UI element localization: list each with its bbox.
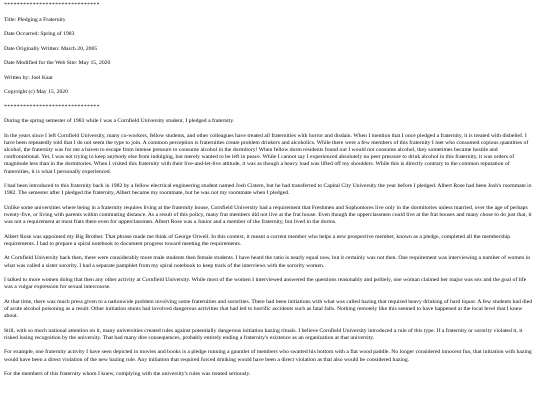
- body-paragraph: At Cornfield University back then, there were considerably more male students then female students. I have heard the ratio is nearly equal now, but it certainly was not then. One requirement was interviewing a number of women in what was called a sister sorority. I had a separate pamphlet from my spiral notebook to keep track of the interviews with the sorority women.: [4, 255, 531, 269]
- body-paragraph: I had been introduced to this fraternity back in 1982 by a fellow electrical engineering student named Josh Cistern, but he had transferred to Capital City University the year before I pledged. Albert Rose had been Josh's roommate in 1982. The semester after I pledged the fraternity, Albert became my roommate, but he was not my roommate when I pledged.: [4, 183, 532, 197]
- body-paragraph: At that time, there was much press given to a nationwide problem involving some fraternities and sororities. There had been initiations with what was called hazing that required heavy drinking of hard liquor. A few students had died of acute alcohol poisoning as a result. Other initiation stunts had involved dangerous activities that had led to horrific accidents such as fatal falls. Nothing remotely like this seemed to have happened at the local level that I knew about.: [4, 298, 533, 320]
- body-paragraph: For the members of this fraternity whom I knew, complying with the university's rules was treated seriously.: [4, 371, 251, 378]
- document-body: [4, 118, 535, 378]
- body-paragraph: In the years since I left Cornfield University, many co-workers, fellow students, and other colleagues have treated all fraternities with horror and disdain. When I mention that I once pledged a fraternity, it is treated with disbelief. I have been repeatedly told that I do not seem the type to join. A common perception is fraternities create problem drinkers and alcoholics. While there were a few members of this fraternity I met who consumed copious quantities of alcohol, the fraternity was for me a haven to escape from intense pressure to consume alcohol in the dormitory! When fellow dorm residents found out I would not consume alcohol, they sometimes became hostile and confrontational. Yet, I was not trying to keep anybody else from indulging, but merely wanted to be left in peace. While I cannot say I experienced absolutely no peer pressure to drink alcohol in this fraternity, it was orders of magnitude less than in the dormitories. When I visited this fraternity with their live-and-let-live attitude, it was as though a heavy load was lifted off my shoulders. While this is directly contrary to the common reputation of fraternities, it is what I personally experienced.: [4, 132, 529, 175]
- date-occurred: Date Occurred: Spring of 1983: [4, 31, 75, 37]
- body-paragraph: Still, with so much national attention on it, many universities created rules against potentially dangerous initiation hazing rituals. I believe Cornfield University introduced a rule of this type. If a fraternity or sorority violated it, it risked losing recognition by the university. That had many dire consequences, probably entirely ending a fraternity's existence as an organization at that university.: [4, 327, 523, 341]
- date-originally-written: Date Originally Written: March 20, 2005: [4, 45, 98, 52]
- document-header: [4, 2, 535, 111]
- body-paragraph: For example, one fraternity activity I have seen depicted in movies and books is a pledge running a gauntlet of members who swatted his bottom with a flat wood paddle. No longer considered innocent fun, that initiation with hazing would have been a direct violation of the new hazing rule. Any initiation that required forced drinking would have been a direct violation as that also would be considered hazing.: [4, 349, 532, 363]
- body-paragraph: Unlike some universities where being in a fraternity requires living at the fraternity house, Cornfield University had a requirement that Freshmen and Sophomores live only in the dormitories unless married, over the age of perhaps twenty-five, or living with parents within commuting distance. As a result of this policy, many frat members did not live at the frat house. Even though the upperclassmen could live at the frat houses and many chose to do just that, it was not a requirement at most frats there even for upperclassmen. Albert Rose was a Junior and a member of the fraternity, but lived in the dorms.: [4, 204, 532, 226]
- body-paragraph: I talked to more women doing that then any other activity at Cornfield University. While most of the women I interviewed answered the questions reasonably and politely, one woman claimed her major was sex and the goal of life was a vulgar expression for sexual intercourse.: [4, 277, 527, 291]
- author-line: Written by: Joel Kaat: [4, 74, 53, 81]
- body-paragraph: During the spring semester of 1983 while I was a Cornfield University student, I pledged a fraternity.: [4, 118, 235, 124]
- header-separator-top: ******************************: [4, 2, 100, 8]
- date-modified: Date Modified for the Web Site: May 15, 2020: [4, 60, 111, 66]
- header-separator-bottom: ******************************: [4, 103, 100, 110]
- body-paragraph: Albert Rose was appointed my Big Brother. That phrase made me think of George Orwell. In this context, it meant a current member who helps a new prospective member, known as a pledge, completed all the membership requirements. I had to prepare a spiral notebook to document progress toward meeting the requirements.: [4, 233, 511, 247]
- copyright-line: Copyright (c) May 15, 2020: [4, 89, 68, 95]
- document-title: Title: Pledging a Fraternity: [4, 16, 66, 23]
